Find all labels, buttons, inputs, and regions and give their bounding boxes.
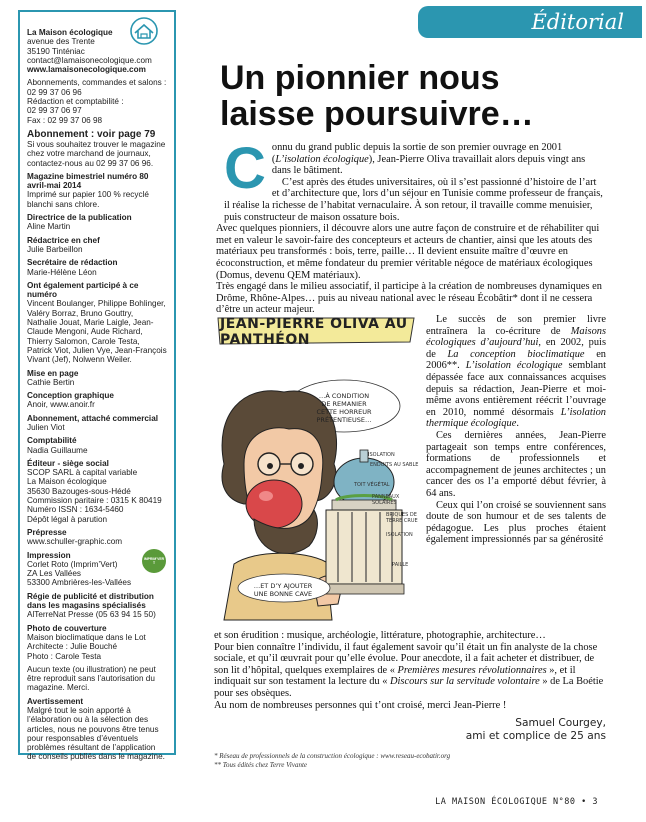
direction-title: Directrice de la publication — [27, 213, 132, 223]
subscription-title: Abonnement : voir page 79 — [27, 128, 156, 140]
paragraph — [214, 642, 606, 700]
subscription-line: contactez-nous au 02 99 37 06 96. — [27, 158, 154, 168]
contributors-line: Claude Mengoni, Aude Richard, — [27, 327, 143, 337]
issue-title: Magazine bimestriel numéro 80 — [27, 171, 149, 181]
issue-line: blanchi sans chlore. — [27, 199, 100, 209]
footnote: * Réseau de professionnels de la construction écologique : www.reseau-ecobatir.org — [214, 752, 451, 760]
editor-block — [27, 459, 168, 524]
ads-title: Régie de publicité et distribution — [27, 591, 154, 601]
paragraph: C’est après des études universitaires, où il s’est passionné d’histoire de l’art et d’architecture que, lors d’un séjour en Tunisie comme professeur de français, il réalise la richesse de l’habitat vernaculaire. À son retour, il travaille comme menuisier, puis constructeur de maison ossature bois. — [224, 176, 603, 223]
cartoon-label: ISOLATION — [386, 532, 413, 538]
publisher-email[interactable]: contact@lamaisonecologique.com — [27, 55, 152, 65]
ads-block — [27, 592, 168, 620]
publisher-city: 35190 Tinténiac — [27, 46, 85, 56]
accounting-title: Comptabilité — [27, 436, 77, 446]
warning-block — [27, 697, 168, 762]
direction-name: Aline Martin — [27, 222, 71, 232]
editor-line: Numéro ISSN : 1634-5460 — [27, 505, 124, 515]
ads-title-2: dans les magasins spécialisés — [27, 601, 146, 611]
contributors-block — [27, 281, 168, 365]
design-block — [27, 391, 168, 410]
bubble-line: DE REMANIER — [321, 400, 367, 408]
cover-line: Photo : Carole Testa — [27, 651, 102, 661]
contributors-title: Ont également participé à ce numéro — [27, 280, 139, 300]
warning-line: l’élaboration ou à la sélection des — [27, 715, 149, 725]
chief-block — [27, 236, 168, 255]
book-title: La conception bioclimatique — [447, 348, 585, 360]
contact-line: Fax : 02 99 37 06 98 — [27, 115, 103, 125]
drop-cap: C — [224, 136, 266, 201]
cover-title: Photo de couverture — [27, 623, 107, 633]
warning-line: de conseils publiés dans le magazine. — [27, 752, 165, 762]
prepress-link[interactable]: www.schuller-graphic.com — [27, 537, 123, 547]
layout-name: Cathie Bertin — [27, 377, 75, 387]
editor-line: La Maison écologique — [27, 477, 107, 487]
section-label: Éditorial — [531, 10, 624, 34]
secretary-name: Marie-Hélène Léon — [27, 267, 97, 277]
magazine-logo-icon — [124, 16, 164, 46]
contributors-line: Vivant (Jef), Nolwenn Weiler. — [27, 355, 132, 365]
warning-line: Malgré tout le soin apporté à — [27, 706, 131, 715]
contributors-line: Valéry Borraz, Bruno Gouttry, — [27, 308, 134, 318]
ads-line: AlTerreNat Presse (05 63 94 15 50) — [27, 610, 156, 620]
commercial-block — [27, 414, 168, 433]
commercial-name: Julien Viot — [27, 422, 65, 432]
paragraph-text: en 2006**. — [426, 348, 607, 372]
contributors-line: Nathalie Jouat, Marie Laigle, Jean- — [27, 318, 154, 328]
author-signature — [466, 717, 606, 743]
footnotes — [214, 752, 614, 769]
contact-line: Abonnements, commandes et salons : — [27, 78, 167, 88]
issue-date: avril-mai 2014 — [27, 181, 82, 191]
prepress-title: Prépresse — [27, 527, 67, 537]
article-closing — [214, 630, 606, 711]
paragraph-text: . — [516, 418, 519, 430]
editor-line: Dépôt légal à parution — [27, 514, 108, 524]
publisher-name: La Maison écologique — [27, 28, 113, 37]
warning-line: articles, nous ne pouvons être tenus — [27, 724, 159, 734]
book-title: Premières mesures révolutionnaires — [397, 664, 547, 676]
headline-line-1: Un pionnier nous — [220, 59, 500, 97]
article-column-right — [426, 314, 606, 546]
footnote: ** Tous édités chez Terre Vivante — [214, 760, 308, 769]
cartoon-label: BRIQUES DE TERRE CRUE — [386, 512, 418, 524]
design-title: Conception graphique — [27, 391, 114, 401]
printing-block — [27, 551, 168, 588]
bubble-line: CETTE HORREUR — [316, 408, 372, 416]
imprim-vert-badge-text: IMPRIM’VERT — [143, 556, 165, 565]
contact-block — [27, 78, 168, 124]
book-title: Maisons écologiques d’aujourd’hui — [426, 325, 606, 349]
article-headline — [220, 60, 620, 132]
paragraph-text: ), Jean-Pierre Oliva travaillait alors depuis vingt ans dans le bâtiment. — [271, 153, 586, 177]
cartoon-label: ISOLATION — [368, 452, 395, 458]
contact-line: 02 99 37 06 96 — [27, 87, 82, 97]
cartoon-label: PAILLE — [392, 562, 409, 568]
warning-line: problèmes résultant de l’application — [27, 743, 156, 753]
printing-line: ZA Les Vallées — [27, 569, 82, 579]
cover-line: Maison bioclimatique dans le Lot — [27, 632, 146, 642]
layout-block — [27, 369, 168, 388]
direction-block — [27, 213, 168, 232]
paragraph-text: », et il indiquait sur son testament la lecture du « — [214, 664, 576, 688]
book-title: L’isolation thermique écologique — [426, 406, 606, 430]
book-title: L’isolation écologique — [275, 153, 369, 165]
publisher-website[interactable]: www.lamaisonecologique.com — [27, 65, 146, 75]
paragraph-text: onnu du grand public depuis la sortie de son premier ouvrage en 2001 ( — [271, 142, 563, 165]
cartoon-label: PANNEAUX SOLAIRES — [372, 494, 400, 506]
paragraph-text: , en 2002, puis de — [426, 337, 606, 360]
cover-line: Architecte : Julie Bouché — [27, 642, 118, 652]
rights-line: magazine. Merci. — [27, 683, 90, 693]
subscription-line: Si vous souhaitez trouver le magazine — [27, 139, 166, 149]
cover-block — [27, 624, 168, 661]
editor-line: 35630 Bazouges-sous-Hédé — [27, 486, 131, 496]
editor-line: Commission paritaire : 0315 K 80419 — [27, 496, 162, 506]
author-role: ami et complice de 25 ans — [465, 730, 606, 742]
chief-name: Julie Barbeillon — [27, 244, 83, 254]
bubble-line: UNE BONNE CAVE — [253, 590, 313, 598]
paragraph: Ces dernières années, Jean-Pierre partageait son temps entre conférences, formations de professionnels et accompagnement de jeunes architectes ; un cancer des os l’a emporté début février, à 64 ans. — [426, 429, 606, 499]
paragraph — [224, 142, 604, 177]
commercial-title: Abonnement, attaché commercial — [27, 413, 159, 423]
paragraph: Ceux qui l’on croisé se souviennent sans doute de son humour et de ses talents de pédagogue. Les plus proches étaient également impressionnés par sa générosité — [426, 499, 606, 546]
printing-line: 53300 Ambrières-les-Vallées — [27, 578, 132, 588]
editor-title: Éditeur - siège social — [27, 458, 109, 468]
cartoon-label: TOIT VÉGÉTAL — [354, 482, 390, 488]
paragraph — [426, 314, 606, 430]
section-banner — [418, 6, 642, 38]
rights-line: être reproduit sans l’autorisation du — [27, 674, 155, 684]
bubble-line: …ET D’Y AJOUTER — [253, 582, 313, 590]
chief-title: Rédactrice en chef — [27, 235, 100, 245]
layout-title: Mise en page — [27, 368, 79, 378]
accounting-block — [27, 436, 168, 455]
bubble-line: PRÉTENTIEUSE… — [316, 416, 372, 424]
paragraph-text: Le succès de son premier livre entraînera la co-écriture de — [426, 314, 606, 337]
contact-line: Rédaction et comptabilité : — [27, 97, 124, 107]
subscription-line: chez votre marchand de journaux, — [27, 149, 151, 159]
contact-line: 02 99 37 06 97 — [27, 106, 82, 116]
issue-line: Imprimé sur papier 100 % recyclé — [27, 190, 149, 200]
contributors-line: Thierry Salomon, Carole Testa, — [27, 336, 140, 346]
contributors-line: Patrick Viot, Julien Vye, Jean-François — [27, 345, 167, 355]
cartoon-label: ENDUITS AU SABLE — [370, 462, 419, 468]
bubble-line: …À CONDITION — [318, 392, 370, 400]
imprim-vert-badge — [142, 549, 166, 573]
accounting-name: Nadia Guillaume — [27, 445, 88, 455]
cartoon-bubble-1 — [294, 392, 394, 424]
author-name: Samuel Courgey, — [515, 717, 606, 729]
warning-line: pour responsables d’éventuels — [27, 733, 139, 743]
paragraph: Avec quelques pionniers, il découvre alors une autre façon de construire et de réhabiliter qui met en valeur le savoir-faire des concepteurs et acteurs de chantier, ainsi que les atouts des matériaux peu transformés : bois, terre, paille… Il devient ensuite maître d’œuvre en écoconstruction, et même fondateur du premier véritable négoce de matériaux écologiques (Domus, devenu QEM matériaux). — [216, 223, 600, 281]
cartoon-title: JEAN-PIERRE OLIVA AU PANTHÉON — [220, 316, 408, 348]
printing-line: Corlet Roto (Imprim’Vert) — [27, 559, 118, 569]
paragraph: et son érudition : musique, archéologie, littérature, photographie, architecture… — [214, 630, 546, 641]
book-title: Discours sur la servitude volontaire — [390, 676, 540, 688]
prepress-block — [27, 528, 168, 547]
secretary-block — [27, 258, 168, 277]
secretary-title: Secrétaire de rédaction — [27, 258, 118, 268]
design-name: Anoir, www.anoir.fr — [27, 400, 95, 410]
paragraph: Au nom de nombreuses personnes qui t’ont croisé, merci Jean-Pierre ! — [214, 699, 507, 711]
contributors-line: Vincent Boulanger, Philippe Bohlinger, — [27, 299, 166, 309]
rights-block — [27, 665, 168, 693]
editor-line: SCOP SARL à capital variable — [27, 468, 138, 478]
page-footer: LA MAISON ÉCOLOGIQUE N°80 • 3 — [435, 797, 598, 807]
article-intro — [216, 136, 604, 316]
rights-line: Aucun texte (ou illustration) ne peut — [27, 664, 156, 674]
paragraph: Très engagé dans le milieu associatif, il participe à la création de nombreuses dynamiques en Drôme, Rhône-Alpes… puis au niveau national avec le réseau Écobâtir* dont il ne cessera d’être un acteur majeur. — [216, 281, 602, 316]
paragraph-text: Pour bien connaître l’individu, il faut également savoir qu’il était un fin analyste de la chose sociale, et qu’il œuvrait pour qu’elle évolue. Pour anecdote, il a fait acheter et distribuer, de son lit d’hôpital, quelques exemplaires de « — [214, 641, 598, 676]
issue-block — [27, 172, 168, 209]
printing-title: Impression — [27, 550, 71, 560]
paragraph-text: semblant dépassée face aux connaissances acquises depuis sa rédaction, Jean-Pierre et moi-même avons entièrement réécrit l’ouvrage en 2010, nommé désormais — [426, 360, 606, 418]
warning-title: Avertissement — [27, 696, 84, 706]
headline-line-2: laisse poursuivre… — [220, 95, 534, 133]
cartoon-bubble-2 — [238, 582, 328, 598]
caricature-illustration — [214, 314, 420, 624]
publisher-address: avenue des Trente — [27, 37, 95, 47]
subscription-block — [27, 129, 168, 168]
masthead-sidebar — [18, 10, 176, 762]
paragraph-text: » de La Boétie pour ses obsèques. — [214, 676, 604, 699]
book-title: L’isolation écologique — [465, 360, 563, 372]
